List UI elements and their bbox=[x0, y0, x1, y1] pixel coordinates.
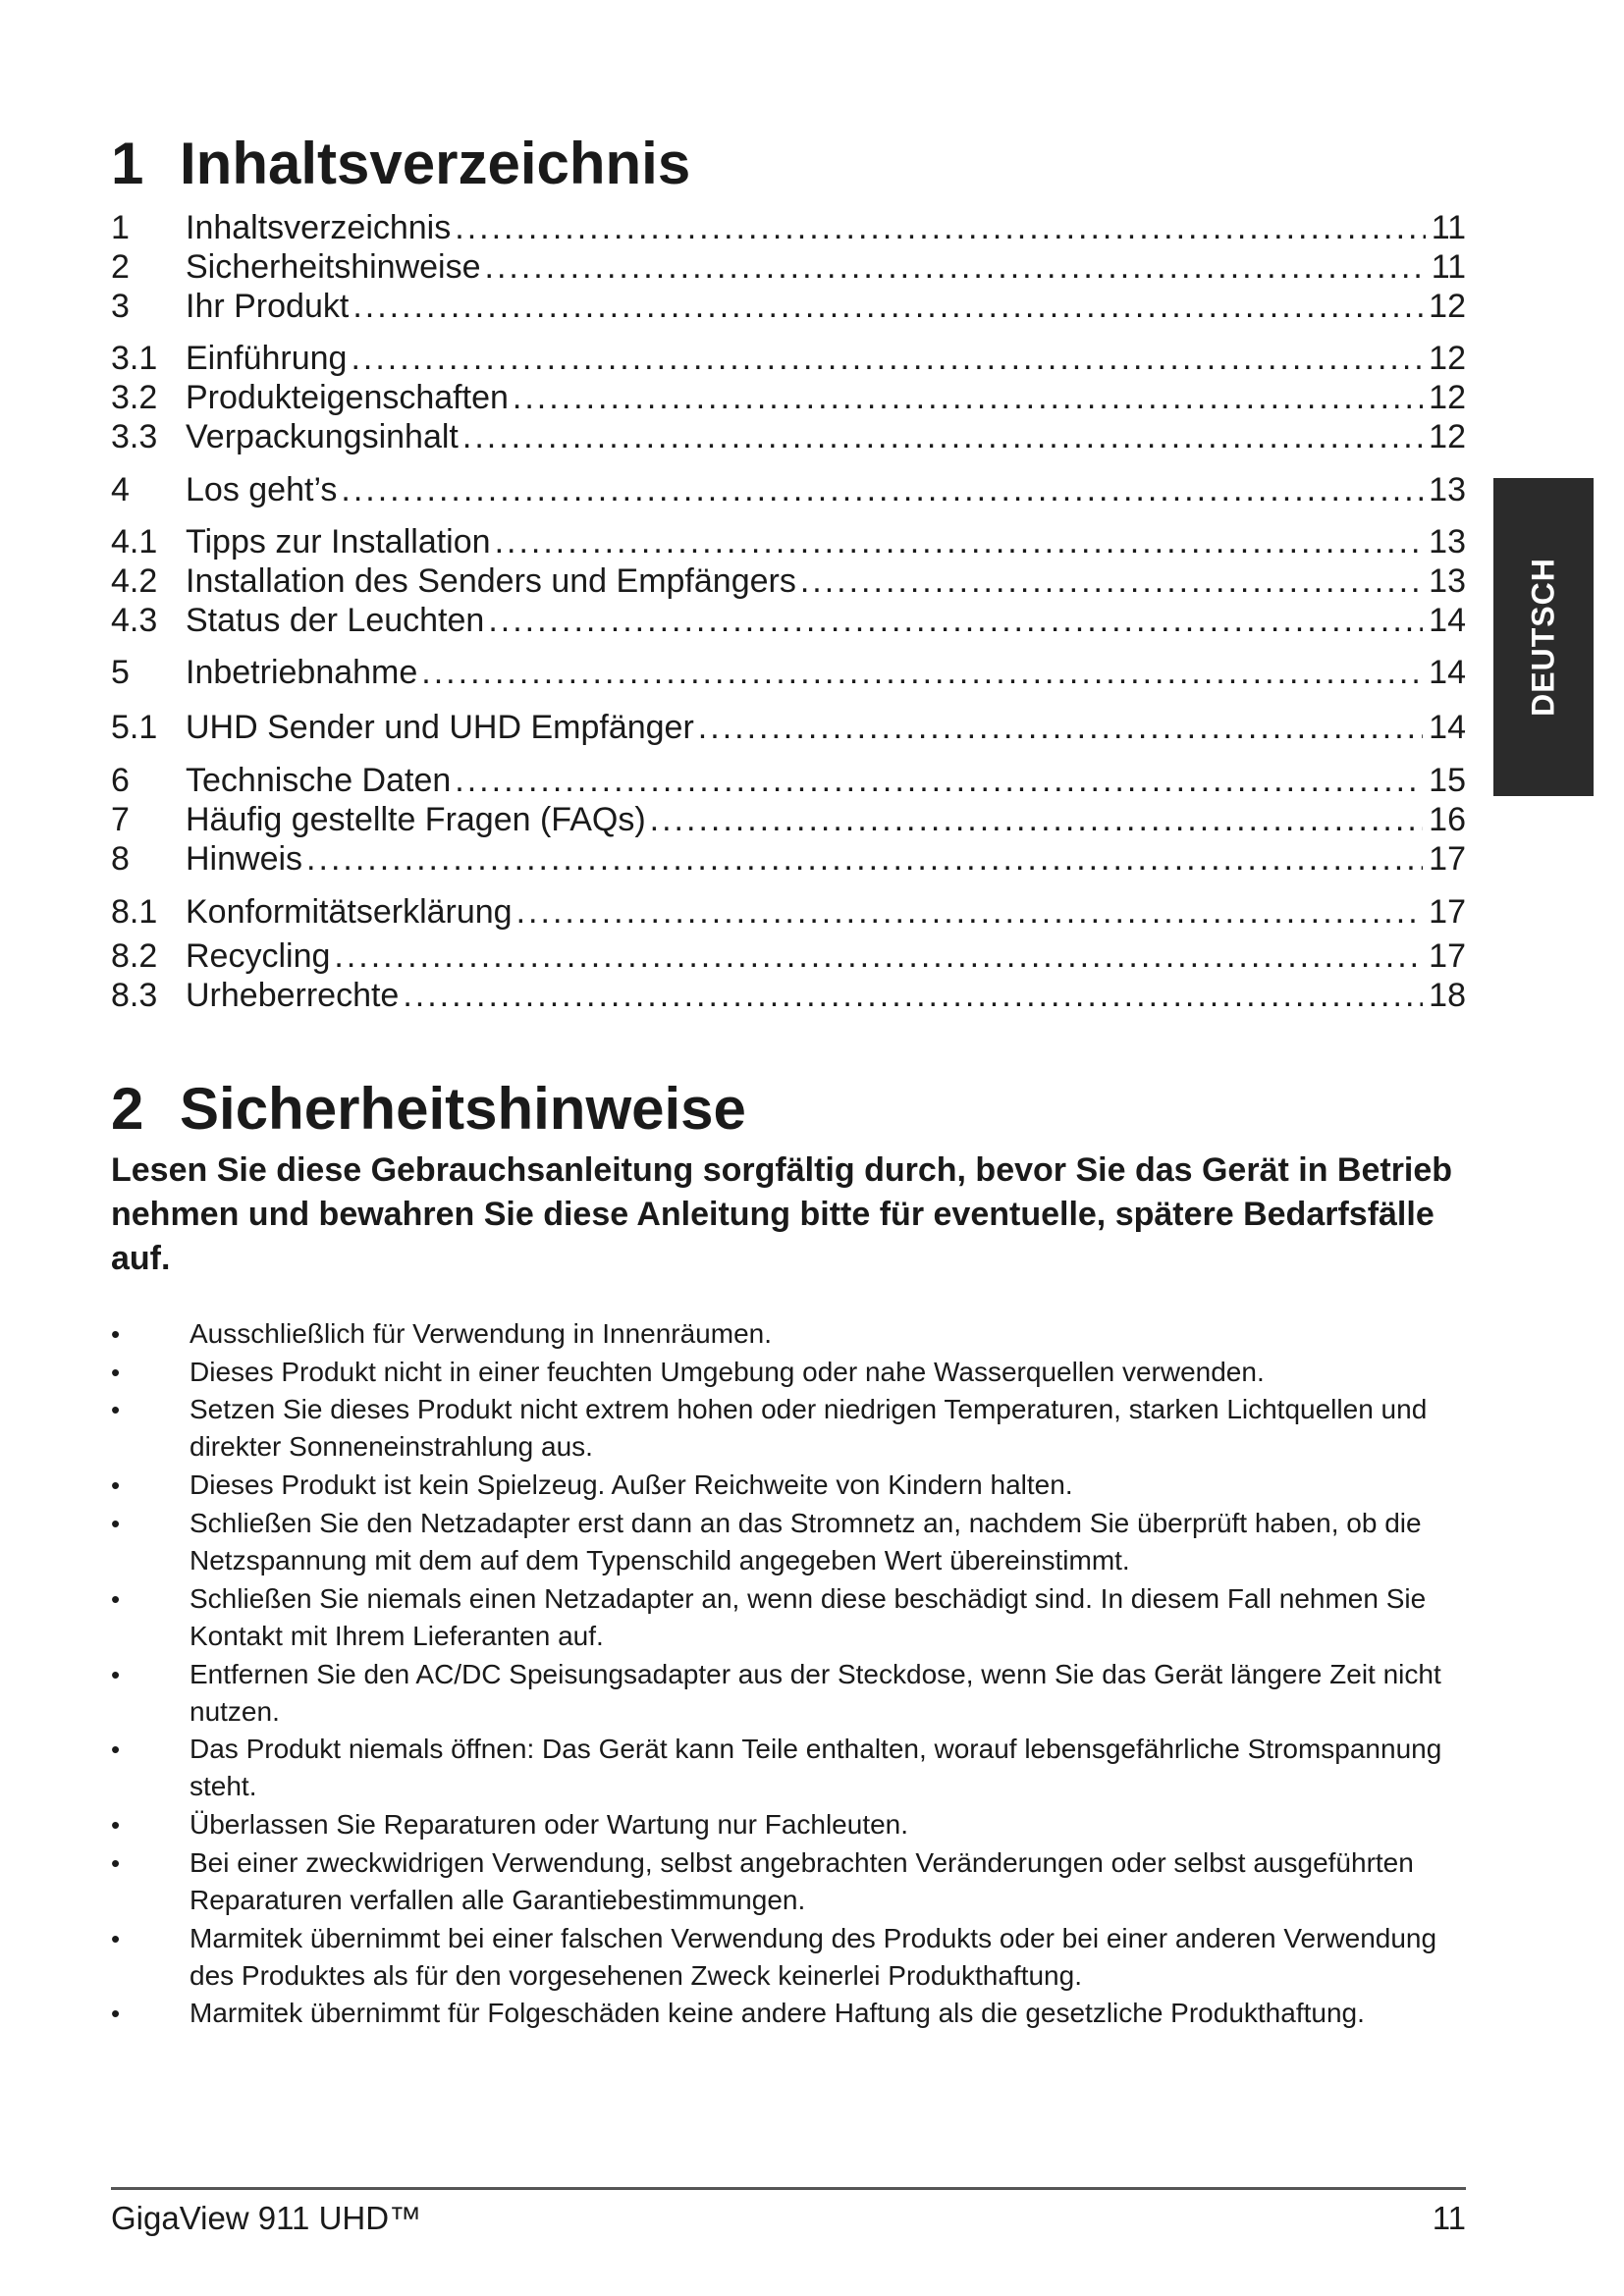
bullet-text: Bei einer zweckwidrigen Verwendung, selbst angebrachten Veränderungen oder selbst ausgeführten Reparaturen verfallen alle Garantiebestimmungen. bbox=[189, 1847, 1414, 1915]
bullet-text: Marmitek übernimmt bei einer falschen Verwendung des Produkts oder bei einer anderen Verwendung des Produktes als für den vorgesehenen Zweck keinerlei Produkthaftung. bbox=[189, 1923, 1437, 1991]
bullet-text: Schließen Sie niemals einen Netzadapter an, wenn diese beschädigt sind. In diesem Fall nehmen Sie Kontakt mit Ihrem Lieferanten auf. bbox=[189, 1583, 1427, 1651]
toc-entry-page: 11 bbox=[1431, 209, 1466, 246]
toc-entry[interactable] bbox=[111, 339, 1466, 378]
toc-entry[interactable] bbox=[111, 287, 1466, 326]
toc-entry[interactable] bbox=[111, 892, 1466, 932]
toc-entry-number: 7 bbox=[111, 801, 130, 838]
section-1-number: 1 bbox=[111, 131, 144, 196]
toc-entry-title: Status der Leuchten bbox=[186, 602, 485, 639]
toc-entry-title: Installation des Senders und Empfängers bbox=[186, 562, 796, 600]
bullet-icon: • bbox=[111, 1660, 121, 1689]
bullet-icon: • bbox=[111, 1848, 121, 1878]
footer-divider bbox=[111, 2187, 1466, 2190]
toc-entry[interactable] bbox=[111, 208, 1466, 247]
bullet-text: Marmitek übernimmt für Folgeschäden keine andere Haftung als die gesetzliche Produkthaftung. bbox=[189, 1998, 1365, 2028]
toc-entry[interactable] bbox=[111, 601, 1466, 640]
toc-entry-page: 13 bbox=[1429, 471, 1466, 508]
toc-entry-number: 5 bbox=[111, 654, 130, 691]
language-side-tab-label: DEUTSCH bbox=[1525, 558, 1561, 717]
section-2-heading bbox=[111, 1076, 746, 1142]
toc-entry[interactable] bbox=[111, 800, 1466, 839]
toc-leader-dots bbox=[403, 976, 1423, 1015]
toc-entry-page: 18 bbox=[1429, 977, 1466, 1014]
toc-leader-dots bbox=[341, 470, 1423, 509]
toc-entry-page: 14 bbox=[1429, 602, 1466, 639]
bullet-text: Dieses Produkt nicht in einer feuchten Umgebung oder nahe Wasserquellen verwenden. bbox=[189, 1357, 1265, 1387]
bullet-text: Schließen Sie den Netzadapter erst dann an das Stromnetz an, nachdem Sie überprüft haben, ob die Netzspannung mit dem auf dem Typenschild angegeben Wert übereinstimmt. bbox=[189, 1508, 1422, 1575]
bullet-icon: • bbox=[111, 1735, 121, 1764]
bullet-icon: • bbox=[111, 1358, 121, 1387]
toc-entry-title: UHD Sender und UHD Empfänger bbox=[186, 709, 694, 746]
toc-leader-dots bbox=[306, 839, 1423, 879]
toc-entry-title: Recycling bbox=[186, 937, 331, 975]
toc-entry-page: 13 bbox=[1429, 562, 1466, 600]
toc-entry-title: Sicherheitshinweise bbox=[186, 248, 481, 286]
toc-entry-number: 2 bbox=[111, 248, 130, 286]
toc-entry[interactable] bbox=[111, 653, 1466, 692]
toc-entry-number: 8.3 bbox=[111, 977, 158, 1014]
toc-entry-number: 4.2 bbox=[111, 562, 158, 600]
toc-entry-page: 11 bbox=[1431, 248, 1466, 286]
bullet-icon: • bbox=[111, 1999, 121, 2028]
toc-entry-page: 17 bbox=[1429, 937, 1466, 975]
toc-entry-number: 1 bbox=[111, 209, 130, 246]
toc-entry-title: Häufig gestellte Fragen (FAQs) bbox=[186, 801, 646, 838]
toc-leader-dots bbox=[334, 936, 1423, 976]
toc-entry[interactable] bbox=[111, 470, 1466, 509]
language-side-tab bbox=[1493, 478, 1594, 796]
toc-leader-dots bbox=[650, 800, 1424, 839]
bullet-text: Setzen Sie dieses Produkt nicht extrem hohen oder niedrigen Temperaturen, starken Lichtquellen und direkter Sonneneinstrahlung aus. bbox=[189, 1394, 1428, 1462]
toc-entry[interactable] bbox=[111, 976, 1466, 1015]
toc-leader-dots bbox=[488, 601, 1423, 640]
toc-leader-dots bbox=[698, 708, 1423, 747]
toc-entry[interactable] bbox=[111, 522, 1466, 561]
section-1-heading bbox=[111, 131, 691, 196]
toc-entry[interactable] bbox=[111, 708, 1466, 747]
toc-entry-page: 15 bbox=[1429, 762, 1466, 799]
toc-entry-page: 13 bbox=[1429, 523, 1466, 561]
toc-leader-dots bbox=[351, 339, 1423, 378]
bullet-icon: • bbox=[111, 1924, 121, 1953]
toc-entry-title: Tipps zur Installation bbox=[186, 523, 491, 561]
toc-entry-title: Verpackungsinhalt bbox=[186, 418, 459, 455]
bullet-icon: • bbox=[111, 1395, 121, 1424]
toc-entry[interactable] bbox=[111, 936, 1466, 976]
bullet-icon: • bbox=[111, 1810, 121, 1840]
toc-entry-number: 4 bbox=[111, 471, 130, 508]
toc-entry-number: 3.3 bbox=[111, 418, 158, 455]
toc-entry-page: 17 bbox=[1429, 840, 1466, 878]
bullet-text: Das Produkt niemals öffnen: Das Gerät kann Teile enthalten, worauf lebensgefährliche Stromspannung steht. bbox=[189, 1734, 1442, 1801]
bullet-text: Entfernen Sie den AC/DC Speisungsadapter aus der Steckdose, wenn Sie das Gerät längere Zeit nicht nutzen. bbox=[189, 1659, 1441, 1727]
bullet-text: Ausschließlich für Verwendung in Innenräumen. bbox=[189, 1318, 773, 1349]
bullet-icon: • bbox=[111, 1509, 121, 1538]
toc-entry-title: Hinweis bbox=[186, 840, 303, 878]
toc-entry[interactable] bbox=[111, 378, 1466, 417]
footer-product-name: GigaView 911 UHD™ bbox=[111, 2200, 422, 2236]
toc-entry-number: 8.1 bbox=[111, 893, 158, 931]
safety-intro: Lesen Sie diese Gebrauchsanleitung sorgfältig durch, bevor Sie das Gerät in Betrieb nehmen und bewahren Sie diese Anleitung bitte für eventuelle, spätere Bedarfsfälle auf. bbox=[111, 1151, 1453, 1277]
toc-entry-number: 3.2 bbox=[111, 379, 158, 416]
toc-entry[interactable] bbox=[111, 417, 1466, 456]
footer-page-number: 11 bbox=[1432, 2200, 1466, 2236]
toc-entry-title: Ihr Produkt bbox=[186, 288, 350, 325]
section-2-title: Sicherheitshinweise bbox=[180, 1076, 746, 1142]
toc-entry-number: 3 bbox=[111, 288, 130, 325]
bullet-icon: • bbox=[111, 1470, 121, 1500]
section-2-number: 2 bbox=[111, 1076, 144, 1142]
toc-leader-dots bbox=[455, 761, 1423, 800]
toc-entry-number: 6 bbox=[111, 762, 130, 799]
toc-entry-page: 12 bbox=[1429, 379, 1466, 416]
toc-entry-title: Los geht’s bbox=[186, 471, 338, 508]
toc-entry-page: 14 bbox=[1429, 654, 1466, 691]
toc-entry-number: 4.3 bbox=[111, 602, 158, 639]
toc-entry-page: 12 bbox=[1429, 340, 1466, 377]
bullet-icon: • bbox=[111, 1584, 121, 1614]
toc-entry-page: 14 bbox=[1429, 709, 1466, 746]
toc-entry-page: 17 bbox=[1429, 893, 1466, 931]
toc-entry-number: 3.1 bbox=[111, 340, 158, 377]
toc-leader-dots bbox=[455, 208, 1425, 247]
bullet-text: Dieses Produkt ist kein Spielzeug. Außer Reichweite von Kindern halten. bbox=[189, 1469, 1073, 1500]
toc-entry-page: 16 bbox=[1429, 801, 1466, 838]
toc-entry[interactable] bbox=[111, 561, 1466, 601]
toc-entry[interactable] bbox=[111, 839, 1466, 879]
toc-entry-number: 8 bbox=[111, 840, 130, 878]
toc-leader-dots bbox=[485, 247, 1426, 287]
toc-entry-number: 5.1 bbox=[111, 709, 158, 746]
toc-leader-dots bbox=[462, 417, 1423, 456]
section-1-title: Inhaltsverzeichnis bbox=[180, 131, 691, 196]
toc-entry-number: 8.2 bbox=[111, 937, 158, 975]
toc-leader-dots bbox=[495, 522, 1424, 561]
bullet-icon: • bbox=[111, 1319, 121, 1349]
toc-entry-title: Konformitätserklärung bbox=[186, 893, 513, 931]
toc-leader-dots bbox=[513, 378, 1423, 417]
toc-entry-title: Produkteigenschaften bbox=[186, 379, 509, 416]
toc-entry-page: 12 bbox=[1429, 418, 1466, 455]
toc-leader-dots bbox=[516, 892, 1424, 932]
toc-entry-title: Urheberrechte bbox=[186, 977, 400, 1014]
toc-entry-title: Einführung bbox=[186, 340, 348, 377]
toc-entry-title: Inbetriebnahme bbox=[186, 654, 418, 691]
toc-entry-number: 4.1 bbox=[111, 523, 158, 561]
toc-entry[interactable] bbox=[111, 247, 1466, 287]
toc-leader-dots bbox=[421, 653, 1423, 692]
toc-leader-dots bbox=[352, 287, 1423, 326]
toc-entry-page: 12 bbox=[1429, 288, 1466, 325]
bullet-text: Überlassen Sie Reparaturen oder Wartung nur Fachleuten. bbox=[189, 1809, 909, 1840]
toc-entry-title: Inhaltsverzeichnis bbox=[186, 209, 452, 246]
toc-entry-title: Technische Daten bbox=[186, 762, 452, 799]
toc-entry[interactable] bbox=[111, 761, 1466, 800]
toc-leader-dots bbox=[800, 561, 1423, 601]
